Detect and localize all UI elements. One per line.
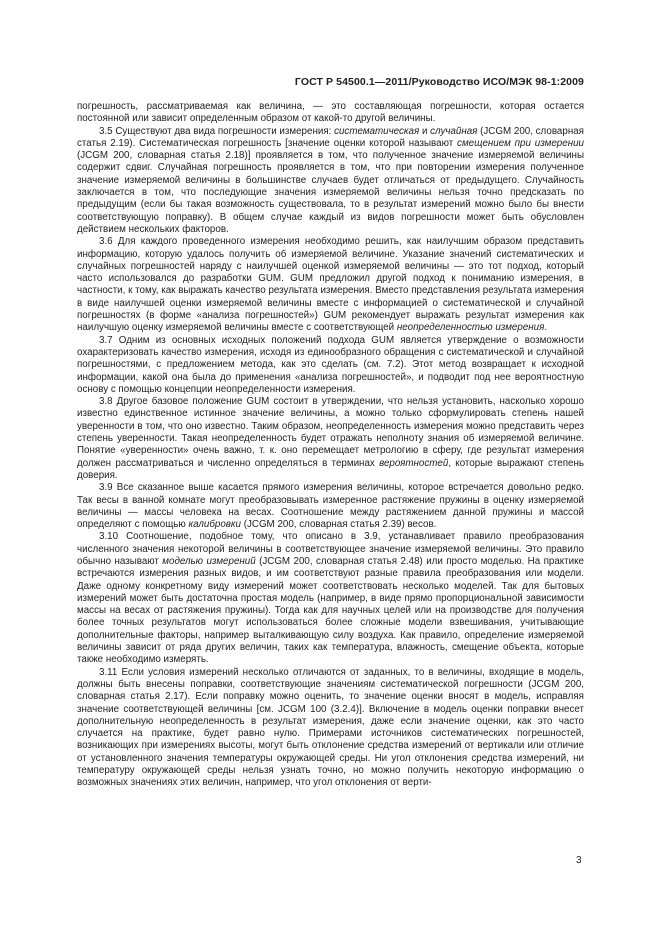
- text-run: погрешность, рассматриваемая как величина, — это составляющая погрешности, которая остается постоянной или зависит определенным образом от какой-то другой величины.: [77, 101, 584, 125]
- text-run: (JCGM 200, словарная статья 2.18)] проявляется в том, что полученное значение измеряемой величины содержит сдвиг. Случайная погрешность проявляется в том, что при повторении измерения полученное значение измеряемой величины в большинстве случаев будет отличаться от предыдущего. Случайность заключается в том, что последующие значения измеряемой величины нельзя точно предсказать по предыдущим (если бы такая возможность существовала, то в результат измерений можно было бы внести соответствующую поправку). В общем случае каждый из видов погрешности может быть обусловлен действием нескольких факторов.: [77, 150, 584, 235]
- text-run: (JCGM 200, словарная статья 2.39) весов.: [240, 519, 437, 531]
- text-run: 3.7 Одним из основных исходных положений подхода GUM является утверждение о возможности охарактеризовать качество измерения, исходя из единообразного обращения с систематической и случайной погрешностями, с предложением метода, как это сделать (см. 7.2). Этот метод возвращает к исходной информации, какой она была до применения «анализа погрешностей», и подводит под нее вероятностную основу с помощью концепции неопределенности измерения.: [77, 334, 584, 395]
- text-run: 3.10 Соотношение, подобное тому, что описано в 3.9, устанавливает правило преобразования численного значения некоторой величины в соответствующее значение измеряемой величины. Это правило обычно называют: [77, 531, 584, 567]
- italic-term: систематическая: [334, 125, 420, 137]
- italic-term: неопределенностью измерения: [396, 322, 545, 334]
- paragraph-3-9: [77, 482, 584, 531]
- text-run: 3.5 Существуют два вида погрешности измерения:: [99, 125, 335, 137]
- italic-term: калибровки: [188, 519, 241, 531]
- page-number: 3: [576, 855, 582, 866]
- text-run: .: [544, 322, 548, 334]
- text-run: (JCGM 200, словарная статья 2.19). Систематическая погрешность [значение оценки которой называют: [77, 125, 584, 149]
- body-text: [77, 101, 584, 790]
- italic-term: моделью измерений: [162, 555, 256, 567]
- paragraph-3-6: [77, 236, 584, 334]
- paragraph-3-7: [77, 335, 584, 396]
- paragraph-continuation: [77, 101, 584, 126]
- paragraph-3-5: [77, 126, 584, 237]
- paragraph-3-8: [77, 396, 584, 482]
- text-run: 3.8 Другое базовое положение GUM состоит в утверждении, что нельзя установить, насколько хорошо известно единственное истинное значение величины, а можно только сформулировать степень нашей уверенности в том, что оно известно. Таким образом, неопределенность измерения можно представить через степень уверенности. Такая неопределенность будет отражать неполноту знания об измеряемой величине. Понятие «уверенности» очень важно, т. к. оно перемещает метрологию в сферу, где результат измерения должен рассматриваться и численно определяться в терминах: [77, 396, 584, 469]
- text-run: и: [419, 125, 431, 137]
- text-run: 3.9 Все сказанное выше касается прямого измерения величины, которое встречается довольно редко. Так весы в ванной комнате могут преобразовывать измеренное растяжение пружины в оценку измеряемой величины — массы человека на весах. Соотношение между растяжением данной пружины и массой определяют с помощью: [77, 482, 584, 531]
- italic-term: случайная: [430, 125, 478, 137]
- page-header: ГОСТ Р 54500.1—2011/Руководство ИСО/МЭК 98-1:2009: [294, 76, 584, 88]
- italic-term: вероятностей: [379, 457, 449, 469]
- text-run: 3.11 Если условия измерений несколько отличаются от заданных, то в величины, входящие в модель, должны быть внесены поправки, соответствующие значениям систематической погрешности (JCGM 200, словарная статья 2.17). Если поправку можно оценить, то значение оценки вносят в модель, исправляя значение соответствующей величины [см. JCGM 100 (3.2.4)]. Включение в модель оценки поправки внесет дополнительную неопределенность в результат измерения, даже если значение оценки, как это часто случается на практике, будет равно нулю. Примерами источников систематических погрешностей, возникающих при измерениях высоты, могут быть отклонение средства измерений от вертикали или отличие от установленного значения температуры окружающей среды. Ни угол отклонения средства измерений, ни температуру окружающей среды нельзя узнать точно, но можно получить некоторую информацию о возможных значениях этих величин, например, что угол отклонения от верти-: [77, 666, 584, 789]
- text-run: , которые выражают степень доверия.: [77, 457, 584, 481]
- italic-term: смещением при измерении: [457, 137, 584, 149]
- text-run: (JCGM 200, словарная статья 2.48) или просто моделью. На практике встречаются измерения разных видов, и им соответствуют разные правила преобразования или модели. Даже одному конкретному виду измерений может соответствовать несколько моделей. Так для бытовых измерений может быть достаточна простая модель (например, в виде прямо пропорциональной зависимости массы на весах от растяжения пружины). Тогда как для научных целей или на производстве для получения более точных результатов могут использоваться более сложные модели взвешивания, учитывающие дополнительные факторы, например выталкивающую силу воздуха. Как правило, определение измеряемой величины зависит от ряда других величин, таких как температура, влажность, смещение объекта, которые также необходимо измерять.: [77, 555, 584, 666]
- text-run: 3.6 Для каждого проведенного измерения необходимо решить, как наилучшим образом представить информацию, которую удалось получить об измеряемой величине. Указание значений систематических и случайных погрешностей наряду с наилучшей оценкой измеряемой величины — это тот подход, который часто использовался до разработки GUM. GUM предложил другой подход к пониманию измерения, в частности, к тому, как выражать качество результата измерения. Вместо представления результата измерения в виде наилучшей оценки измеряемой величины вместе с информацией о систематической и случайной погрешностях (в форме «анализа погрешностей») GUM рекомендует выражать результат измерения как наилучшую оценку измеряемой величины вместе с соответствующей: [77, 236, 584, 334]
- paragraph-3-10: [77, 531, 584, 666]
- paragraph-3-11: [77, 667, 584, 790]
